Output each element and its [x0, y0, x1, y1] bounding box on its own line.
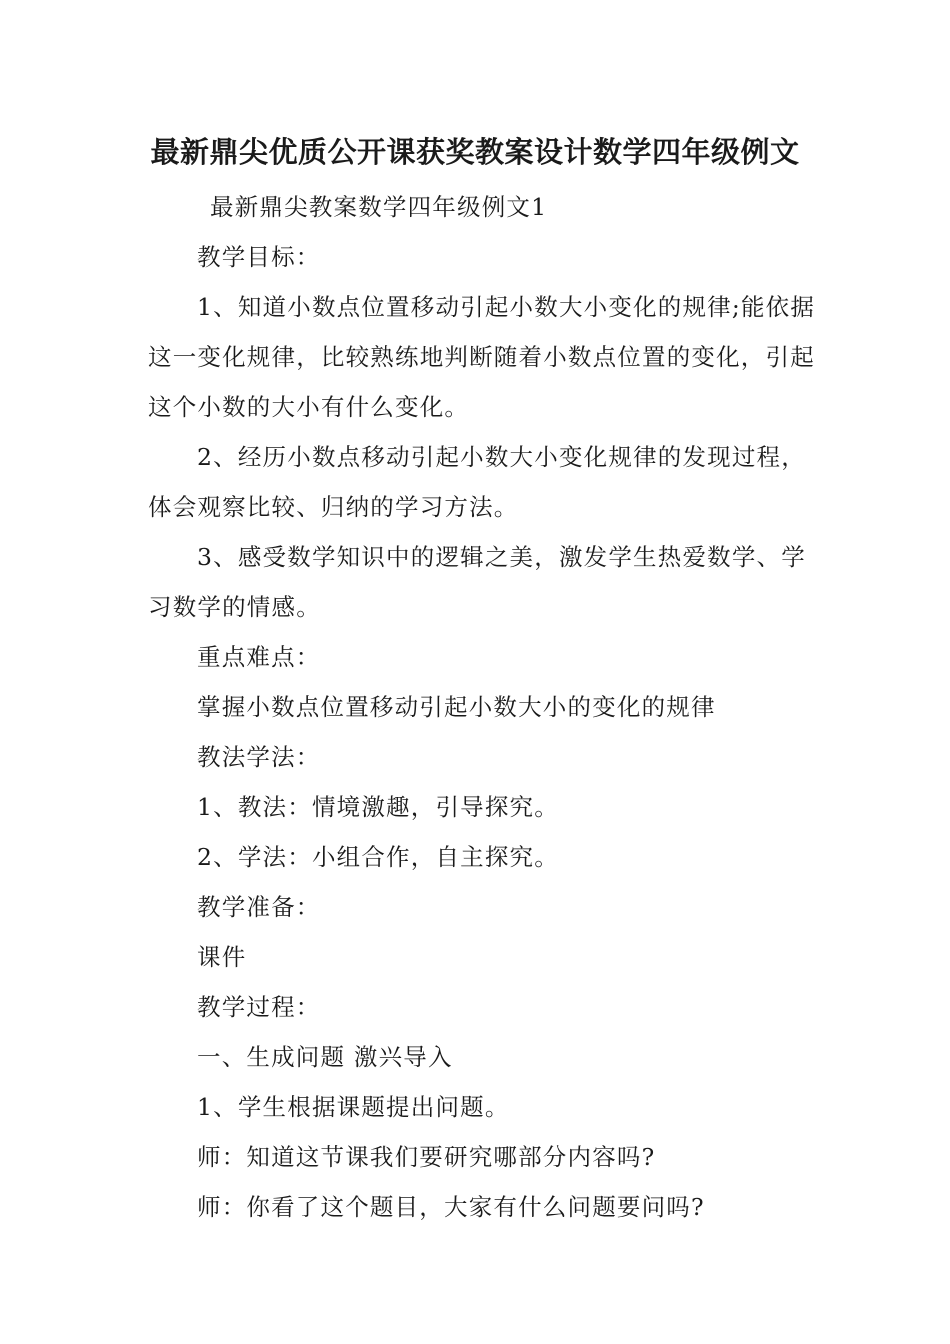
- goal-paragraph-3: 3、感受数学知识中的逻辑之美，激发学生热爱数学、学习数学的情感。: [148, 543, 806, 621]
- key-points-paragraph: 掌握小数点位置移动引起小数大小的变化的规律: [197, 693, 716, 721]
- document-subtitle: 最新鼎尖教案数学四年级例文1: [210, 193, 548, 221]
- document-body: [148, 182, 816, 1232]
- goal-paragraph-1: 1、知道小数点位置移动引起小数大小变化的规律;能依据这一变化规律，比较熟练地判断随着小数点位置的变化，引起这个小数的大小有什么变化。: [148, 293, 816, 421]
- process-section-1: 一、生成问题 激兴导入: [197, 1043, 453, 1071]
- preparation-paragraph: 课件: [197, 943, 247, 971]
- method-paragraph-1: 1、教法：情境激趣，引导探究。: [197, 793, 559, 821]
- process-paragraph-1: 1、学生根据课题提出问题。: [197, 1093, 510, 1121]
- method-paragraph-2: 2、学法：小组合作，自主探究。: [197, 843, 559, 871]
- process-paragraph-3: 师：你看了这个题目，大家有什么问题要问吗?: [197, 1193, 705, 1221]
- heading-methods: 教法学法：: [197, 743, 321, 771]
- goal-paragraph-2: 2、经历小数点移动引起小数大小变化规律的发现过程，体会观察比较、归纳的学习方法。: [148, 443, 806, 521]
- process-paragraph-2: 师：知道这节课我们要研究哪部分内容吗?: [197, 1143, 656, 1171]
- document-title: 最新鼎尖优质公开课获奖教案设计数学四年级例文: [150, 135, 800, 169]
- heading-key-points: 重点难点：: [197, 643, 321, 671]
- heading-preparation: 教学准备：: [197, 893, 321, 921]
- heading-teaching-goals: 教学目标：: [197, 243, 321, 271]
- heading-process: 教学过程：: [197, 993, 321, 1021]
